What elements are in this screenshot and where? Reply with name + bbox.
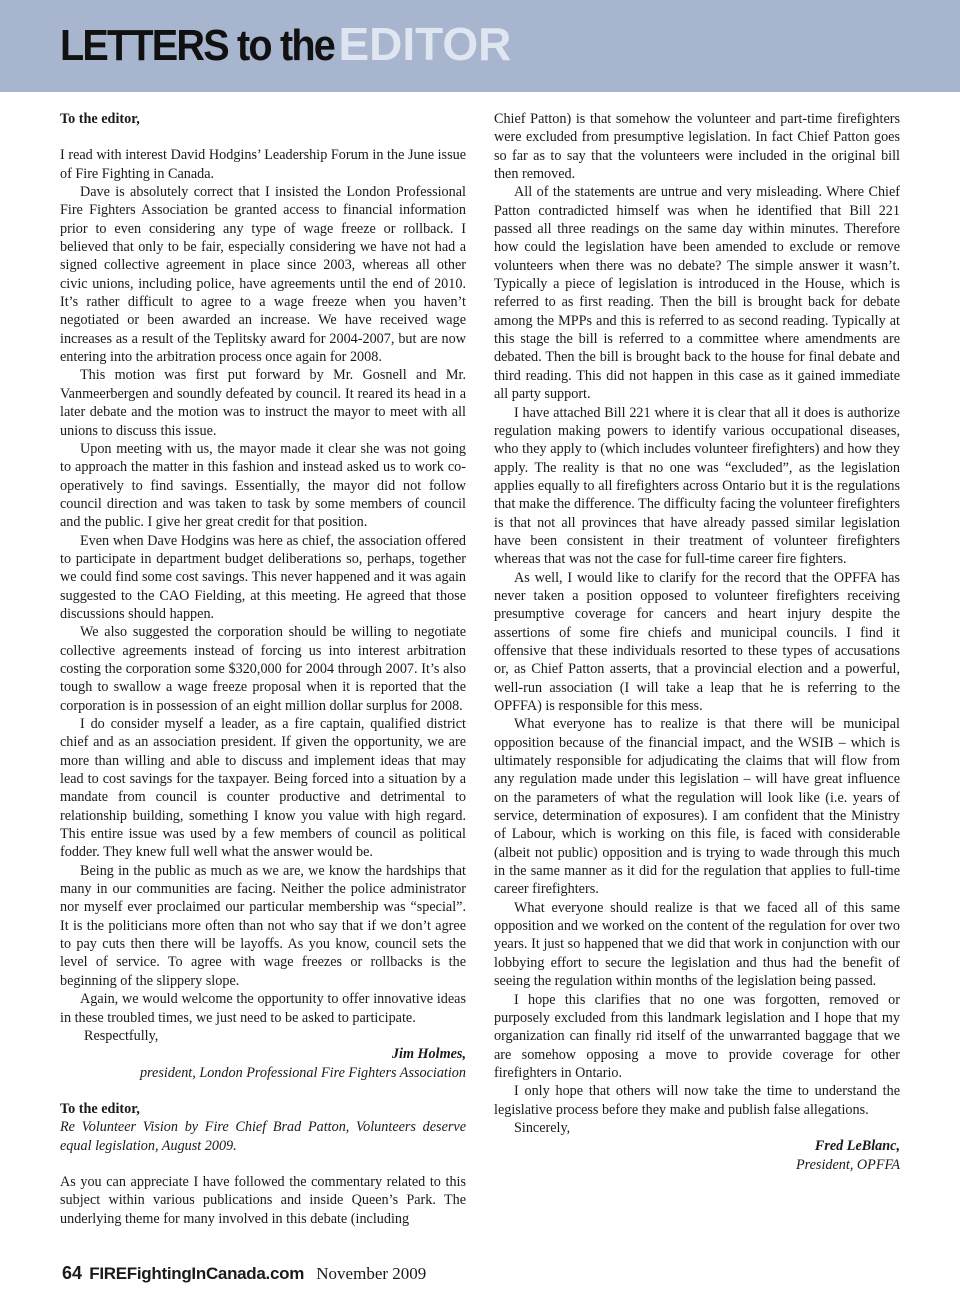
letter2-paragraph: As well, I would like to clarify for the record that the OPFFA has never taken a position opposed to volunteer firefighters receiving presumptive coverage for cancers and heart injury despite the assertions of some fire chiefs and municipal councils. I find it offensive that these individuals resorted to these types of accusations or, as Chief Patton asserts, that a provincial election and a powerful, well-run association (I will take a leap that he is referring to the OPFFA) is responsible for this mess.: [494, 569, 900, 714]
footer-site-name: FIREFightingInCanada.com: [89, 1264, 305, 1283]
letter1-paragraph: I read with interest David Hodgins’ Leadership Forum in the June issue of Fire Fighting in Canada.: [60, 147, 466, 182]
letter2-signature-title: President, OPFFA: [795, 1156, 900, 1173]
letter2-paragraph: What everyone should realize is that we faced all of this same opposition and we worked on the content of the regulation for over two years. It just so happened that we did that work in conjunction with our lobbying effort to secure the legislation and thus had the benefit of seeing the regulation within months of the legislation being passed.: [494, 899, 900, 990]
letter2-paragraph-continued: Chief Patton) is that somehow the volunteer and part-time firefighters were excluded from presumptive legislation. In fact Chief Patton goes so far as to say that the volunteers were included in the original bill then removed.: [494, 111, 900, 183]
letter2-paragraph: As you can appreciate I have followed the commentary related to this subject within various publications and inside Queen’s Park. The underlying theme for many involved in this debate (including: [60, 1173, 466, 1227]
right-column: [494, 110, 900, 1192]
letter1-paragraph: This motion was first put forward by Mr. Gosnell and Mr. Vanmeerbergen and soundly defeated by council. It reared its head in a later debate and the motion was to instruct the mayor to meet with all unions to discuss this issue.: [60, 367, 466, 439]
letter1-paragraph: I do consider myself a leader, as a fire captain, qualified district chief and as an association president. If given the opportunity, we are more than willing and able to discuss and implement ideas that may lead to cost savings for the taxpayer. Being forced into a situation by a mandate from council is counter productive and detrimental to relationship building, something I know you value with high regard. This entire issue was used by a few members of council as political fodder. They knew full well what the answer would be.: [60, 716, 466, 861]
footer-issue-date: November 2009: [316, 1264, 427, 1283]
letter1-signature-name: Jim Holmes,: [391, 1046, 466, 1063]
left-column: [60, 110, 466, 1228]
letter1-paragraph: Upon meeting with us, the mayor made it clear she was not going to approach the matter in this fashion and instead asked us to work co-operatively to find savings. Essentially, the mayor did not follow council direction and was taken to task by some members of council and the public. I give her great credit for that position.: [60, 440, 466, 531]
letter2-closing: Sincerely,: [514, 1119, 571, 1136]
letter1-paragraph: Again, we would welcome the opportunity to offer innovative ideas in these troubled times, we just need to be asked to participate.: [60, 991, 466, 1026]
letter1-paragraph: Dave is absolutely correct that I insisted the London Professional Fire Fighters Association be granted access to financial information prior to even considering any type of wage freeze or rollback. I believed that only to be fair, especially considering we have not had a signed collective agreement in place since 2003, whereas all other civic unions, including police, have agreements until the end of 2010. It’s rather difficult to agree to a wage freeze when you haven’t negotiated or been awarded an increase. We have received wage increases as a result of the Teplitsky award for 2004-2007, but are now entering into the arbitration process once again for 2008.: [60, 184, 466, 366]
letter2-paragraph: I only hope that others will now take the time to understand the legislative process before they make and publish false allegations.: [494, 1083, 900, 1118]
letter1-paragraph: We also suggested the corporation should be willing to negotiate collective agreements instead of forcing us into interest arbitration costing the corporation some $320,000 for 2004 through 2007. It’s also tough to swallow a wage freeze proposal when it is reported that the corporation is in possession of an eight million dollar surplus for 2008.: [60, 624, 466, 714]
letter2-paragraph: I hope this clarifies that no one was forgotten, removed or purposely excluded from this landmark legislation and I hope that my organization can finally rid itself of the unwarranted baggage that we are somehow opposing a move to provide coverage for other firefighters in Ontario.: [494, 991, 900, 1081]
letter2-salutation: To the editor,: [60, 1100, 140, 1117]
letter1-salutation: To the editor,: [60, 111, 140, 127]
header-band: [0, 0, 960, 92]
page-title-dark: LETTERS to the: [60, 21, 334, 70]
letter1-paragraph: Being in the public as much as we are, we know the hardships that many in our communities are facing. Neither the police administrator nor myself ever proclaimed our particular membership was “special”. It is the politicians more often than not who say that if we don’t agree to pay cuts then there will be layoffs. As you know, council sets the level of service. To agree with wage freezes or rollbacks is the beginning of the slippery slope.: [60, 862, 466, 989]
page-number: 64: [62, 1263, 83, 1283]
letter2-paragraph: All of the statements are untrue and very misleading. Where Chief Patton contradicted himself was when he identified that Bill 221 passed all three readings on the same day within minutes. Therefore how could the legislation have been amended to exclude or remove volunteers when there was no debate? The simple answer it wasn’t. Typically a piece of legislation is introduced in the House, which is referred to as first reading. Then the bill is brought back for debate among the MPPs and this is referred to as second reading. Typically at this stage the bill is referred to a committee where amendments are debated. Then the bill is brought back to the house for final debate and third reading. This did not happen in this case as it gained immediate all party support.: [494, 184, 900, 403]
letter1-signature-title: president, London Professional Fire Fighters Association: [139, 1064, 466, 1081]
page-footer: [62, 1260, 426, 1286]
page-title: [60, 18, 511, 72]
letter1-paragraph: Even when Dave Hodgins was here as chief, the association offered to participate in department budget deliberations so, perhaps, together we could find some cost savings. This never happened and it was again suggested to the CAO Fielding, at this meeting. He agreed that those discussions should happen.: [60, 532, 466, 622]
letter2-signature-name: Fred LeBlanc,: [814, 1138, 900, 1155]
letter1-closing: Respectfully,: [84, 1027, 159, 1044]
letter2-re-line: Re Volunteer Vision by Fire Chief Brad Patton, Volunteers deserve equal legislation, August 2009.: [60, 1119, 466, 1154]
letter2-paragraph: I have attached Bill 221 where it is clear that all it does is authorize regulation making powers to identify various occupational diseases, who they apply to (which includes volunteer firefighters) and how they apply. The reality is that no one was “excluded”, as the legislation applies equally to all firefighters across Ontario but it is the regulations that make the difference. The difficulty facing the volunteer firefighters is that not all provinces that have already passed similar legislation have been consistent in their treatment of volunteer firefighters whereas that was not the case for full-time career fire fighters.: [494, 404, 900, 568]
letter2-paragraph: What everyone has to realize is that there will be municipal opposition because of the financial impact, and the WSIB – which is ultimately responsible for adjudicating the claims that will flow from any regulation made under this legislation – will have great influence on the parameters of what the regulation will look like (i.e. years of service, determination of exposures). I am confident that the Ministry of Labour, which is working on this file, is faced with considerable (albeit not public) opposition and is trying to wade through this much in the same manner as it did for the regulation that applies to full-time career firefighters.: [494, 716, 900, 898]
page-title-light: EDITOR: [338, 18, 512, 70]
